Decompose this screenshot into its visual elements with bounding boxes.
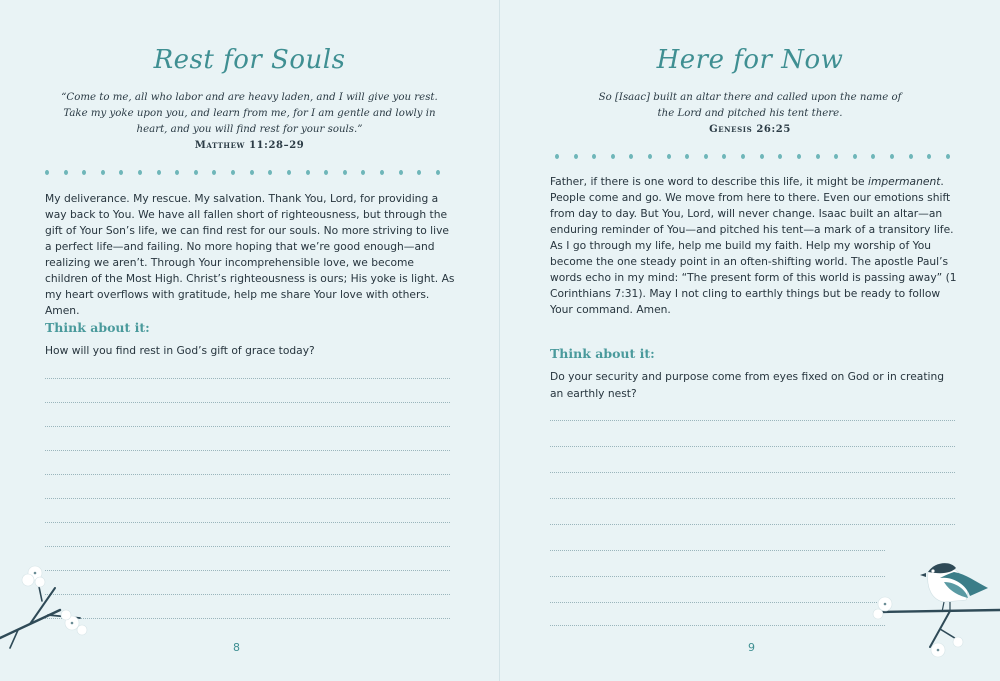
divider-dot <box>82 170 86 175</box>
divider-dot <box>436 170 440 175</box>
writing-line[interactable] <box>45 450 450 451</box>
divider-dot <box>834 154 838 159</box>
writing-line[interactable] <box>550 524 955 525</box>
flowering-branch-icon <box>0 560 110 660</box>
divider-dot <box>760 154 764 159</box>
right-body-text <box>550 174 960 318</box>
divider-dot <box>574 154 578 159</box>
divider-dot <box>909 154 913 159</box>
right-question: Do your security and purpose come from eyes fixed on God or in creating an earthly nest? <box>550 370 945 400</box>
writing-line[interactable] <box>550 498 955 499</box>
writing-line[interactable] <box>550 550 885 551</box>
right-page <box>500 0 1000 681</box>
right-verse <box>590 90 910 138</box>
divider-dot <box>927 154 931 159</box>
left-dot-divider <box>45 168 440 176</box>
writing-line[interactable] <box>550 576 885 577</box>
divider-dot <box>853 154 857 159</box>
left-body-text: My deliverance. My rescue. My salvation. Thank You, Lord, for providing a way back to You. We have all fallen short of righteousness, but through the gift of Your Son’s life, we can find rest for our souls. No more striving to live a perfect life—and failing. No more hoping that we’re good enough—and realizing we aren’t. Through Your incomprehensible love, we become children of the Most High. Christ’s righteousness is ours; His yoke is light. As my heart overflows with gratitude, help me share Your love with others. Amen. <box>45 192 455 317</box>
divider-dot <box>231 170 235 175</box>
right-page-title: Here for Now <box>656 45 844 75</box>
divider-dot <box>592 154 596 159</box>
divider-dot <box>361 170 365 175</box>
divider-dot <box>871 154 875 159</box>
writing-line[interactable] <box>45 474 450 475</box>
divider-dot <box>175 170 179 175</box>
divider-dot <box>685 154 689 159</box>
divider-dot <box>212 170 216 175</box>
right-think-heading: Think about it: <box>550 346 655 361</box>
divider-dot <box>648 154 652 159</box>
divider-dot <box>45 170 49 175</box>
writing-line[interactable] <box>45 378 450 379</box>
divider-dot <box>890 154 894 159</box>
left-verse <box>60 90 439 154</box>
divider-dot <box>380 170 384 175</box>
writing-line[interactable] <box>45 426 450 427</box>
right-body-part-2: . People come and go. We move from here to there. Even our emotions shift from day to day. But You, Lord, will never change. Isaac built an altar—an enduring reminder of You—and pitched his tent—a mark of a transitory life. As I go through my life, help me build my faith. Help my worship of You become the one steady point in an often-shifting world. The apostle Paul’s words echo in my mind: “The present form of this world is passing away” (1 Corinthians 7:31). May I not cling to earthly things but be ready to follow Your command. Amen. <box>550 175 957 316</box>
right-body-emphasis: impermanent <box>868 175 941 188</box>
divider-dot <box>417 170 421 175</box>
bird-on-branch-icon <box>870 552 1000 667</box>
divider-dot <box>667 154 671 159</box>
right-page-number: 9 <box>748 641 755 654</box>
left-question: How will you find rest in God’s gift of grace today? <box>45 344 315 357</box>
divider-dot <box>268 170 272 175</box>
divider-dot <box>816 154 820 159</box>
writing-line[interactable] <box>45 498 450 499</box>
divider-dot <box>629 154 633 159</box>
writing-line[interactable] <box>550 446 955 447</box>
left-verse-text: “Come to me, all who labor and are heavy laden, and I will give you rest. Take my yoke upon you, and learn from me, for I am gentle and lowly in heart, and you will find rest for your souls.” <box>61 92 438 135</box>
divider-dot <box>306 170 310 175</box>
writing-line[interactable] <box>550 602 885 603</box>
writing-line[interactable] <box>550 625 885 626</box>
divider-dot <box>119 170 123 175</box>
writing-line[interactable] <box>45 546 450 547</box>
right-verse-reference: Genesis 26:25 <box>709 124 791 135</box>
writing-line[interactable] <box>550 472 955 473</box>
divider-dot <box>138 170 142 175</box>
divider-dot <box>250 170 254 175</box>
left-page-title: Rest for Souls <box>153 45 346 75</box>
writing-line[interactable] <box>45 522 450 523</box>
left-verse-reference: Matthew 11:28–29 <box>194 140 305 151</box>
divider-dot <box>778 154 782 159</box>
writing-line[interactable] <box>45 402 450 403</box>
divider-dot <box>741 154 745 159</box>
divider-dot <box>797 154 801 159</box>
writing-line[interactable] <box>550 420 955 421</box>
divider-dot <box>704 154 708 159</box>
divider-dot <box>324 170 328 175</box>
divider-dot <box>101 170 105 175</box>
divider-dot <box>157 170 161 175</box>
divider-dot <box>64 170 68 175</box>
left-page-number: 8 <box>233 641 240 654</box>
divider-dot <box>287 170 291 175</box>
right-body-part-1: Father, if there is one word to describe this life, it might be <box>550 175 868 188</box>
left-think-heading: Think about it: <box>45 320 150 335</box>
divider-dot <box>611 154 615 159</box>
divider-dot <box>194 170 198 175</box>
right-verse-text: So [Isaac] built an altar there and called upon the name of the Lord and pitched his tent there. <box>598 92 902 119</box>
divider-dot <box>343 170 347 175</box>
divider-dot <box>555 154 559 159</box>
right-dot-divider <box>555 152 950 160</box>
divider-dot <box>399 170 403 175</box>
divider-dot <box>946 154 950 159</box>
divider-dot <box>722 154 726 159</box>
